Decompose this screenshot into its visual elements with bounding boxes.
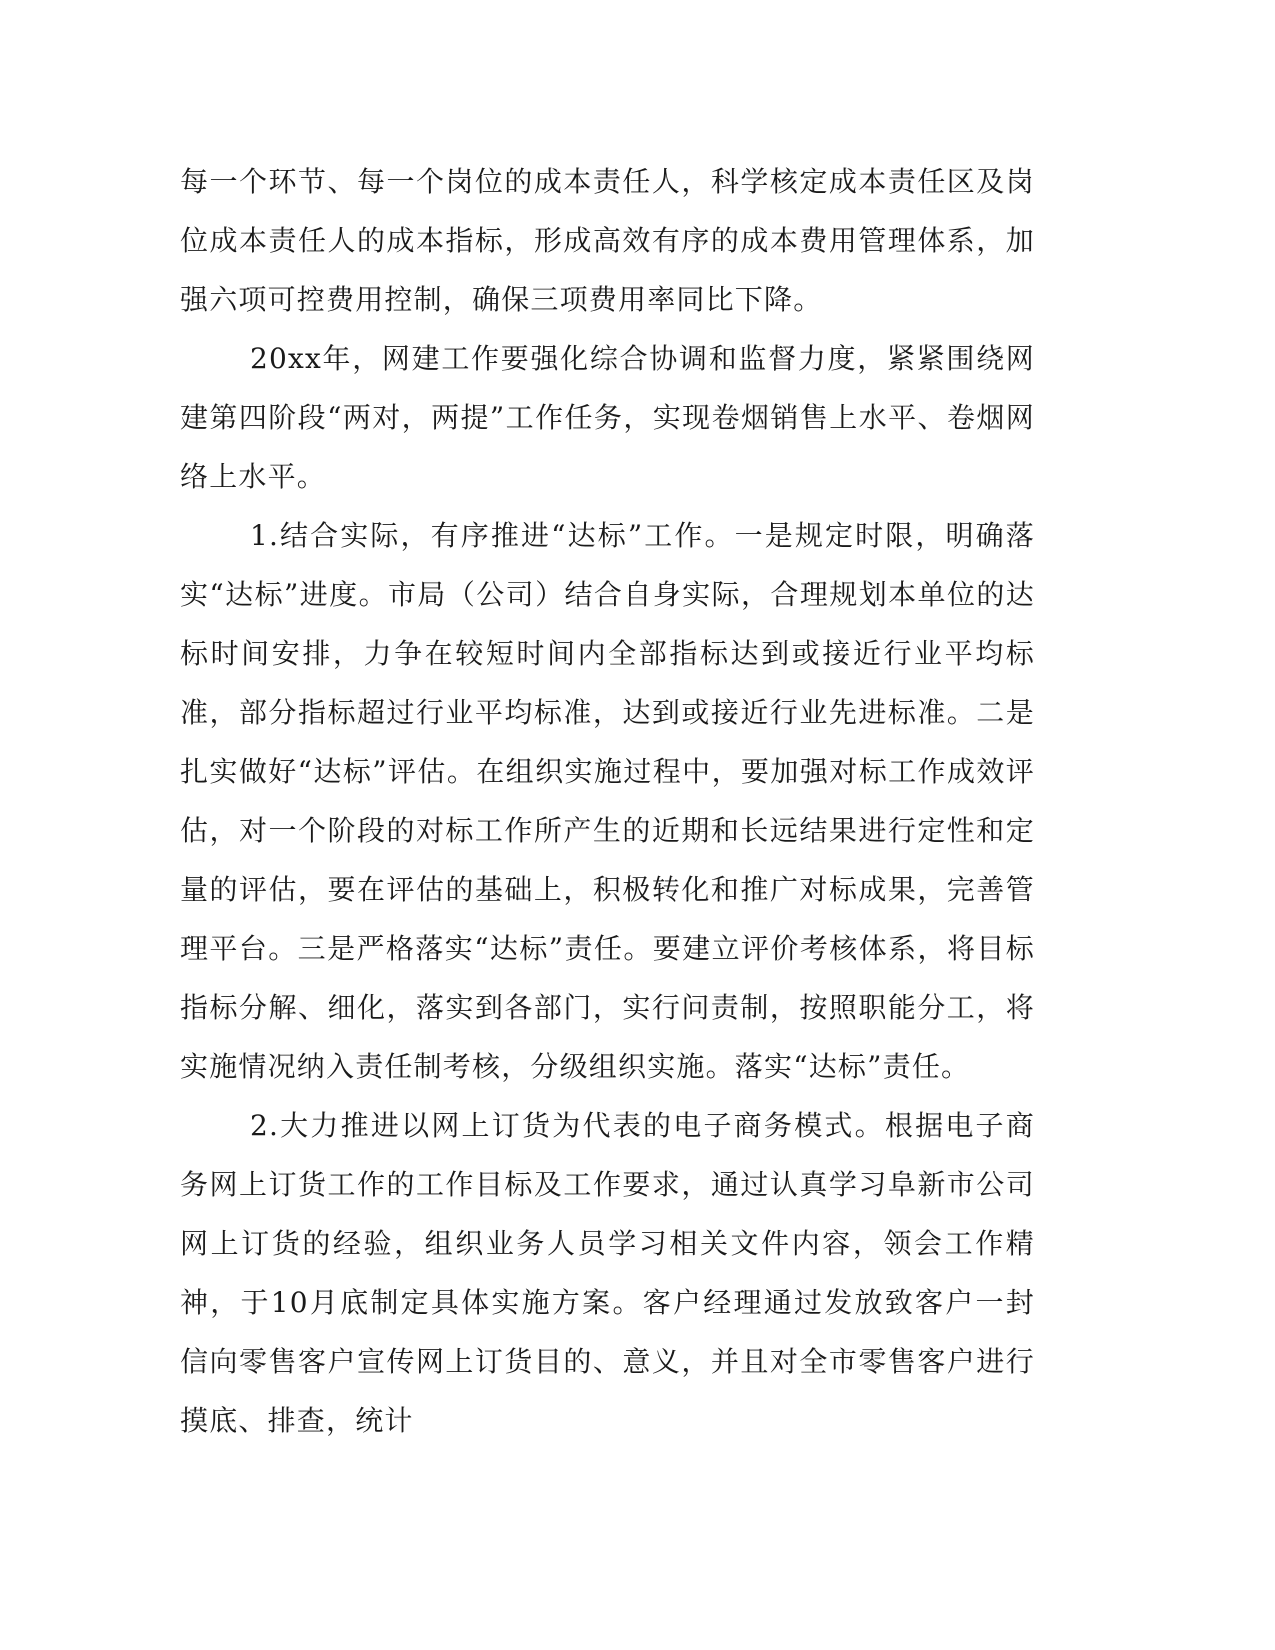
paragraph-network-construction: 20xx年，网建工作要强化综合协调和监督力度，紧紧围绕网建第四阶段“两对，两提”工作任务，实现卷烟销售上水平、卷烟网络上水平。 (180, 342, 1035, 493)
paragraph-cost-responsibility: 每一个环节、每一个岗位的成本责任人，科学核定成本责任区及岗位成本责任人的成本指标，形成高效有序的成本费用管理体系，加强六项可控费用控制，确保三项费用率同比下降。 (180, 165, 1035, 316)
paragraph-online-ordering: 2.大力推进以网上订货为代表的电子商务模式。根据电子商务网上订货工作的工作目标及工作要求，通过认真学习阜新市公司网上订货的经验，组织业务人员学习相关文件内容，领会工作精神，于10月底制定具体实施方案。客户经理通过发放致客户一封信向零售客户宣传网上订货目的、意义，并且对全市零售客户进行摸底、排查，统计 (180, 1109, 1035, 1437)
document-body (180, 152, 1035, 1450)
paragraph-standard-work: 1.结合实际，有序推进“达标”工作。一是规定时限，明确落实“达标”进度。市局（公司）结合自身实际，合理规划本单位的达标时间安排，力争在较短时间内全部指标达到或接近行业平均标准，部分指标超过行业平均标准，达到或接近行业先进标准。二是扎实做好“达标”评估。在组织实施过程中，要加强对标工作成效评估，对一个阶段的对标工作所产生的近期和长远结果进行定性和定量的评估，要在评估的基础上，积极转化和推广对标成果，完善管理平台。三是严格落实“达标”责任。要建立评价考核体系，将目标指标分解、细化，落实到各部门，实行问责制，按照职能分工，将实施情况纳入责任制考核，分级组织实施。落实“达标”责任。 (180, 519, 1035, 1083)
